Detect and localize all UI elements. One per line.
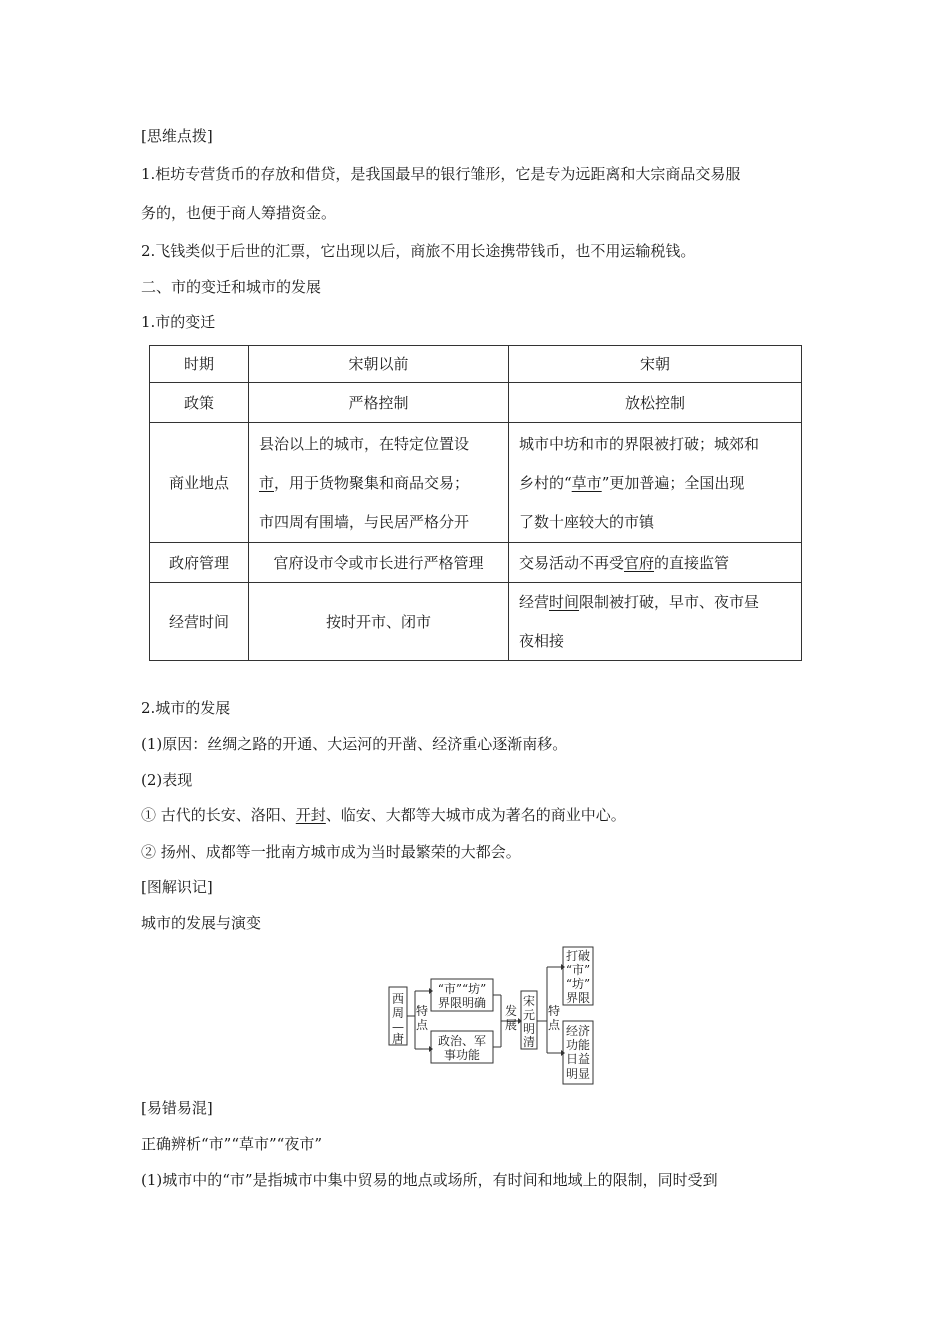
node-label: 界限明确 <box>437 996 487 1010</box>
tip1-line2: 务的，也便于商人筹措资金。 <box>141 204 337 222</box>
performance-item-1: ① 古代的长安、洛阳、开封、临安、大都等大城市成为著名的商业中心。 <box>141 806 626 824</box>
sub2-heading: 2.城市的发展 <box>141 699 231 717</box>
node-label: “市”“坊” <box>437 982 487 996</box>
table-header-row <box>150 346 802 383</box>
performance-heading: (2)表现 <box>141 771 193 789</box>
table-cell: 放松控制 <box>509 383 802 423</box>
node-label: 日益 <box>565 1052 591 1066</box>
table-cell: 交易活动不再受官府的直接监管 <box>509 543 802 583</box>
row-label: 政策 <box>150 383 249 423</box>
underlined-term: 市 <box>259 473 275 492</box>
table-row <box>150 583 802 661</box>
edge-label: 发 <box>504 1004 518 1018</box>
table-header-cell: 宋朝以前 <box>249 346 509 383</box>
diagram-heading: [图解识记] <box>141 878 213 896</box>
part2-heading: 二、市的变迁和城市的发展 <box>141 278 322 296</box>
node-label: 明显 <box>565 1067 591 1081</box>
reason-text: (1)原因：丝绸之路的开通、大运河的开凿、经济重心逐渐南移。 <box>141 735 568 753</box>
node-label: “坊” <box>565 977 591 991</box>
tip1-line1: 1.柜坊专营货币的存放和借贷，是我国最早的银行雏形，它是专为远距离和大宗商品交易服 <box>141 165 741 183</box>
table-row <box>150 543 802 583</box>
edge-label: 特 <box>415 1004 429 1018</box>
node-label: 宋 <box>522 994 536 1008</box>
edge-label: 展 <box>504 1018 518 1032</box>
underlined-term: 官府 <box>624 553 655 572</box>
node-label: “市” <box>565 963 591 977</box>
table-row <box>150 423 802 543</box>
table-header-cell: 宋朝 <box>509 346 802 383</box>
row-label: 经营时间 <box>150 583 249 661</box>
table-cell: 官府设市令或市长进行严格管理 <box>249 543 509 583</box>
table-row <box>150 383 802 423</box>
performance-item-2: ② 扬州、成都等一批南方城市成为当时最繁荣的大都会。 <box>141 843 521 861</box>
underlined-term: 草市 <box>571 473 602 492</box>
edge-label: 特 <box>547 1004 561 1018</box>
thinking-tips-heading: [思维点拨] <box>141 127 213 145</box>
underlined-term: 开封 <box>295 806 326 824</box>
node-label: 明 <box>522 1022 536 1036</box>
node-label: 界限 <box>565 991 591 1005</box>
node-label: 功能 <box>565 1038 591 1052</box>
row-label: 商业地点 <box>150 423 249 543</box>
edge-label: 点 <box>415 1018 429 1032</box>
node-label: 事功能 <box>443 1048 481 1062</box>
table-header-cell: 时期 <box>150 346 249 383</box>
underlined-term: 时间 <box>549 593 580 611</box>
node-label: 元 <box>522 1008 536 1022</box>
tip2: 2.飞钱类似于后世的汇票，它出现以后，商旅不用长途携带钱币，也不用运输税钱。 <box>141 242 696 260</box>
row-label: 政府管理 <box>150 543 249 583</box>
node-label: 清 <box>522 1035 536 1049</box>
table-cell: 按时开市、闭市 <box>249 583 509 661</box>
market-change-table <box>149 345 802 661</box>
mistakes-heading: [易错易混] <box>141 1099 213 1117</box>
edge-label: 点 <box>547 1018 561 1032</box>
city-development-diagram <box>385 945 600 1087</box>
mistakes-line-1: (1)城市中的“市”是指城市中集中贸易的地点或场所，有时间和地域上的限制，同时受到 <box>141 1171 718 1189</box>
node-label: — <box>392 1020 404 1034</box>
diagram-title: 城市的发展与演变 <box>141 914 262 932</box>
node-label: 打破 <box>565 949 591 963</box>
node-label: 周 <box>391 1006 405 1020</box>
node-label: 政治、军 <box>437 1034 487 1048</box>
mistakes-title: 正确辨析“市”“草市”“夜市” <box>141 1135 323 1153</box>
node-label: 经济 <box>565 1024 591 1038</box>
node-label: 西 <box>391 992 405 1006</box>
table-cell: 严格控制 <box>249 383 509 423</box>
sub1-heading: 1.市的变迁 <box>141 313 216 331</box>
table-cell: 城市中坊和市的界限被打破；城郊和 乡村的“草市”更加普遍；全国出现 了数十座较大的市镇 <box>509 423 802 543</box>
table-cell: 县治以上的城市，在特定位置设 市，用于货物聚集和商品交易； 市四周有围墙，与民居严格分开 <box>249 423 509 543</box>
table-cell: 经营时间限制被打破，早市、夜市昼 夜相接 <box>509 583 802 661</box>
node-label: 唐 <box>391 1032 405 1046</box>
